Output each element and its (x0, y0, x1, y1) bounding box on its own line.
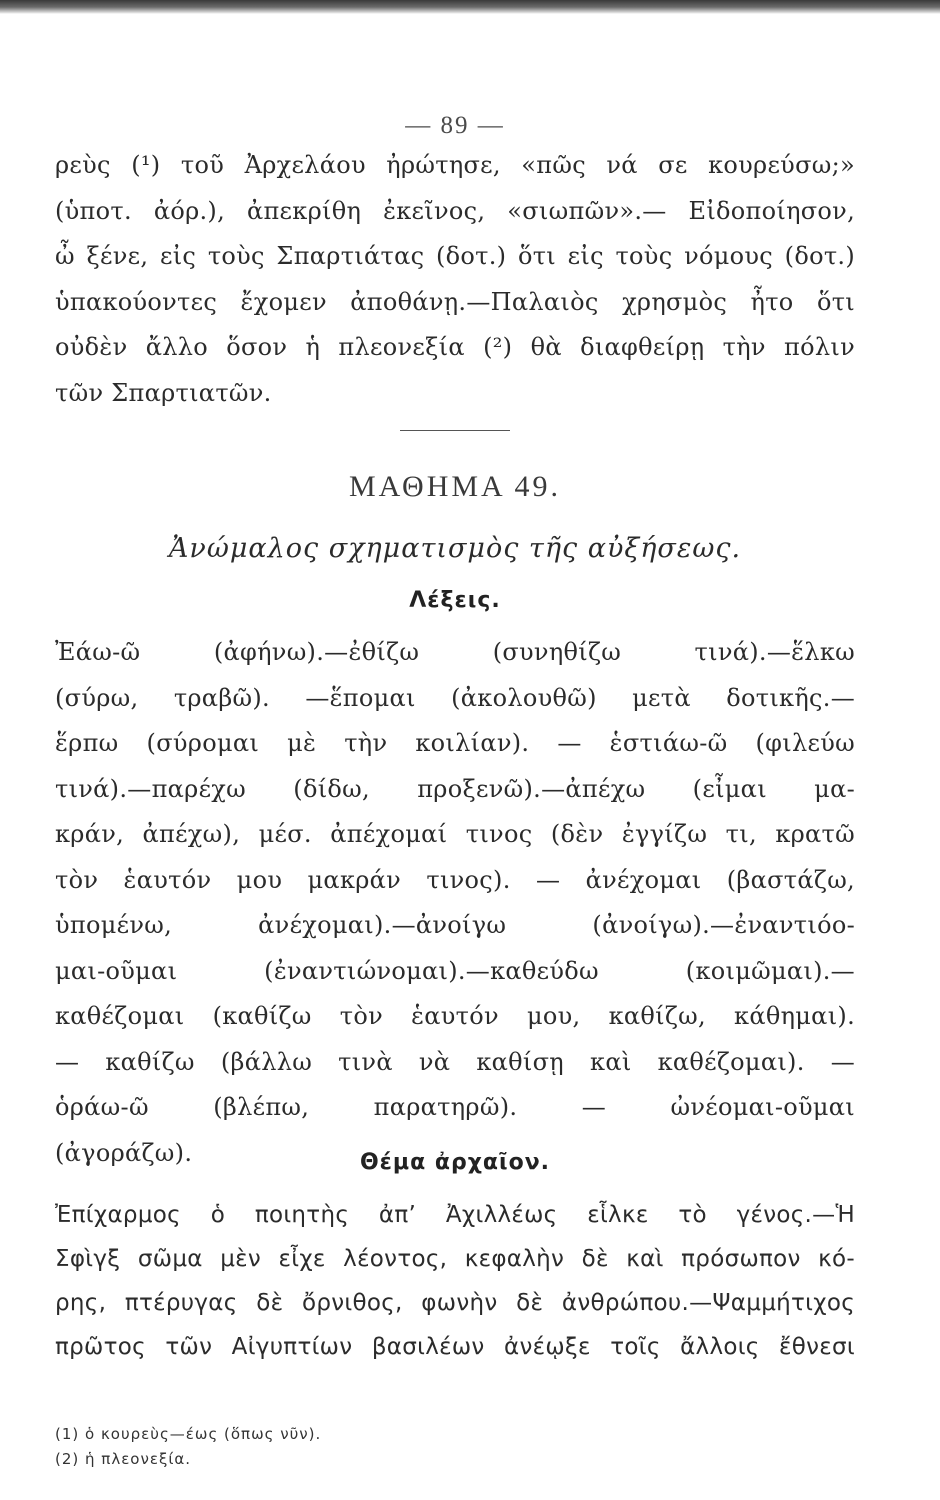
text-line: ἕρπω (σύρομαι μὲ τὴν κοιλίαν). — ἑστιάω-ῶ (φιλεύω (55, 729, 855, 757)
page-number: — 89 — (405, 112, 505, 139)
vocabulary-paragraph (55, 630, 855, 1176)
text-line: οὐδὲν ἄλλο ὅσον ἡ πλεονεξία (²) θὰ διαφθείρῃ τὴν πόλιν (55, 333, 855, 361)
lesson-subtitle: Ἀνώμαλος σχηματισμὸς τῆς αὐξήσεως. (168, 533, 742, 564)
text-line: (σύρω, τραβῶ). —ἕπομαι (ἀκολουθῶ) μετὰ δοτικῆς.— (55, 683, 855, 712)
exercise-paragraph (55, 1193, 855, 1369)
text-line: τῶν Σπαρτιατῶν. (55, 378, 272, 407)
text-line: κράν, ἀπέχω), μέσ. ἀπέχομαί τινος (δὲν ἐγγίζω τι, κρατῶ (55, 820, 855, 848)
vocabulary-heading: Λέξεις. (409, 588, 501, 613)
text-line: ὦ ξένε, εἰς τοὺς Σπαρτιάτας (δοτ.) ὅτι εἰς τοὺς νόμους (δοτ.) (55, 242, 855, 270)
intro-paragraph (55, 143, 855, 416)
text-line: μαι-οῦμαι (ἐναντιώνομαι).—καθεύδω (κοιμῶμαι).— (55, 956, 855, 985)
text-line: ρεὺς (¹) τοῦ Ἀρχελάου ἠρώτησε, «πῶς νά σε κουρεύσω;» (55, 151, 855, 179)
text-line: καθέζομαι (καθίζω τὸν ἑαυτόν μου, καθίζω, κάθημαι). (55, 1002, 855, 1030)
footnotes (55, 1422, 855, 1472)
lesson-title: ΜΑΘΗΜΑ 49. (348, 470, 562, 503)
text-line: ὑπακούοντες ἔχομεν ἀποθάνῃ.—Παλαιὸς χρησμὸς ἦτο ὅτι (55, 287, 855, 316)
text-line: ρης, πτέρυγας δὲ ὄρνιθος, φωνὴν δὲ ἀνθρώπου.—Ψαμμήτιχος (55, 1290, 855, 1316)
footnote: (2) ἡ πλεονεξία. (55, 1450, 192, 1468)
text-line: πρῶτος τῶν Αἰγυπτίων βασιλέων ἀνέῳξε τοῖς ἄλλοις ἔθνεσι (55, 1334, 855, 1360)
text-line: (ἀγοράζω). (55, 1138, 193, 1167)
footnote: (1) ὁ κουρεὺς—έως (ὅπως νῦν). (55, 1425, 322, 1443)
text-line: Ἐπίχαρμος ὁ ποιητὴς ἀπ’ Ἀχιλλέως εἷλκε τὸ γένος.—Ἡ (55, 1202, 855, 1228)
text-line: τινά).—παρέχω (δίδω, προξενῶ).—ἀπέχω (εἶμαι μα- (55, 774, 855, 803)
section-divider (400, 430, 510, 431)
text-line: — καθίζω (βάλλω τινὰ νὰ καθίσῃ καὶ καθέζομαι). — (55, 1047, 855, 1076)
text-line: Σφὶγξ σῶμα μὲν εἶχε λέοντος, κεφαλὴν δὲ καὶ πρόσωπον κό- (55, 1246, 855, 1272)
book-page (55, 0, 855, 1500)
text-line: ὁράω-ῶ (βλέπω, παρατηρῶ). — ὠνέομαι-οῦμαι (55, 1093, 855, 1121)
text-line: Ἐάω-ῶ (ἀφήνω).—ἐθίζω (συνηθίζω τινά).—ἕλκω (55, 638, 855, 666)
text-line: ὑπομένω, ἀνέχομαι).—ἀνοίγω (ἀνοίγω).—ἐναντιόο- (55, 911, 855, 939)
exercise-heading: Θέμα ἀρχαῖον. (359, 1150, 551, 1175)
text-line: (ὑποτ. ἀόρ.), ἀπεκρίθη ἐκεῖνος, «σιωπῶν».— Εἰδοποίησον, (55, 196, 855, 225)
text-line: τὸν ἑαυτόν μου μακράν τινος). — ἀνέχομαι (βαστάζω, (55, 865, 855, 894)
